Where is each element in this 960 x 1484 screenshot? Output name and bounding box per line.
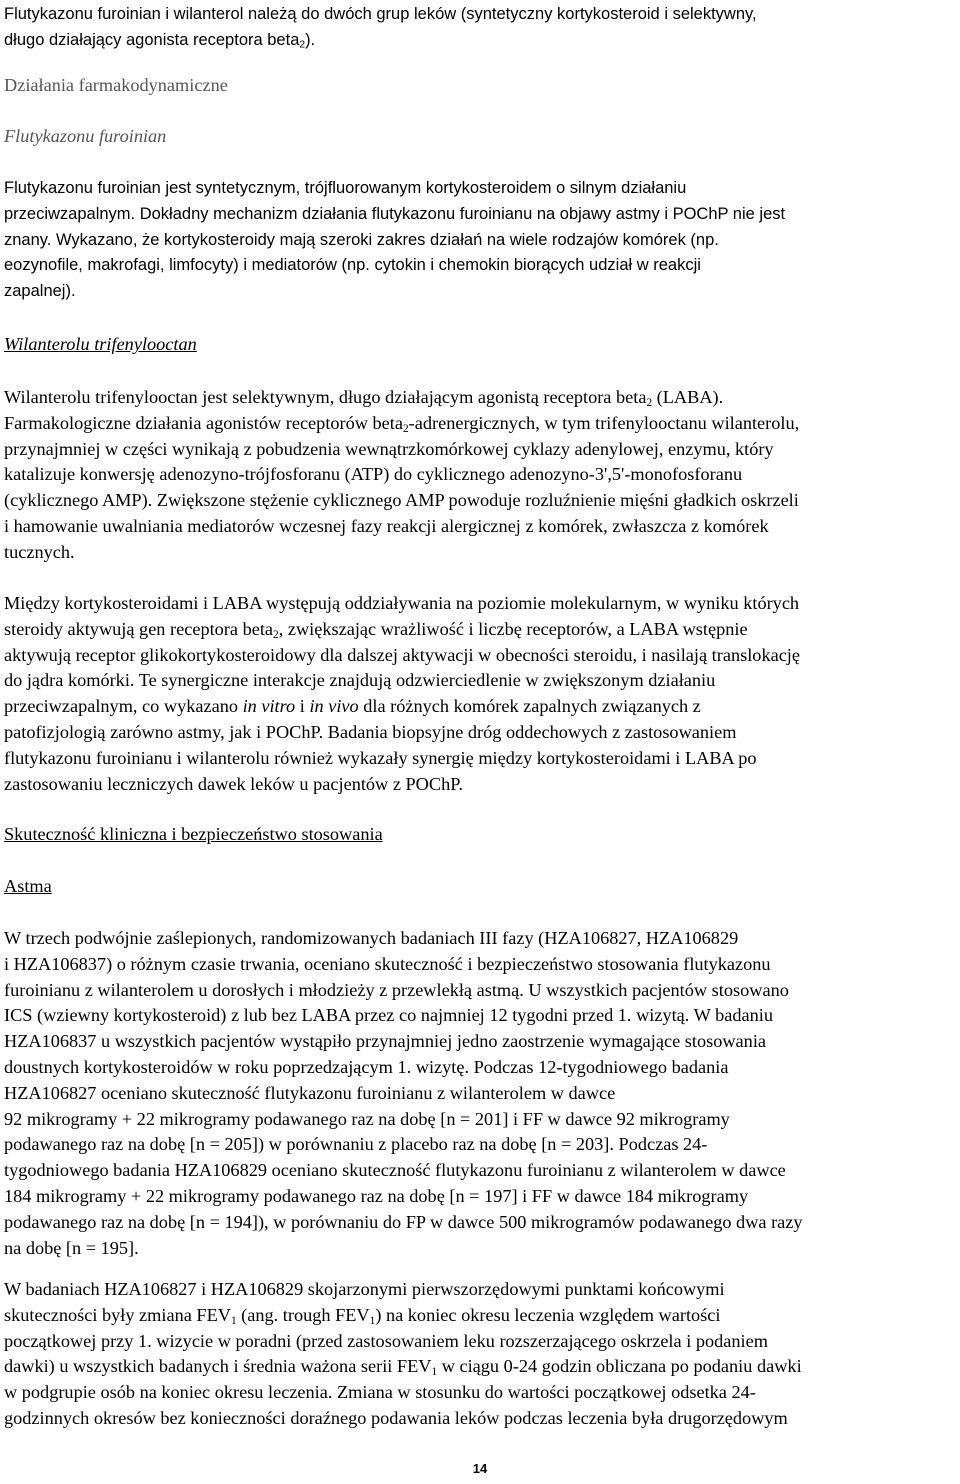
pd-heading: Działania farmakodynamiczne [4, 75, 228, 95]
efficacy-heading: Skuteczność kliniczna i bezpieczeństwo stosowania [4, 824, 383, 844]
page-number: 14 [472, 1461, 488, 1476]
vi-paragraph: Wilanterolu trifenylooctan jest selektywnym, długo działającym agonistą receptora beta$_2$ (LABA). Farmakologiczne działania agonistów receptorów beta$_2$-adrenergicznych, w tym trifenylooctanu wilanterolu, przynajmniej w części wynikają z pobudzenia wewnątrzkomórkowej cyklazy adenylowej, enzymu, który katalizuje konwersję adenozyno-trójfosforanu (ATP) do cyklicznego adenozyno-3',5'-monofosforanu (cyklicznego AMP). Zwiększone stężenie cyklicznego AMP powoduje rozluźnienie mięśni gładkich oskrzeli i hamowanie uwalniania mediatorów wczesnej fazy reakcji alergicznej z komórek, zwłaszcza z komórek tucznych. [4, 387, 800, 562]
ff-paragraph: Flutykazonu furoinian jest syntetycznym, trójfluorowanym kortykosteroidem o silnym działaniu przeciwzapalnym. Dokładny mechanizm działania flutykazonu furoinianu na objawy astmy i POChP nie jest znany. Wykazano, że kortykosteroidy mają szeroki zakres działań na wiele rodzajów komórek (np. eozynofile, makrofagi, limfocyty) i mediatorów (np. cytokin i chemokin biorących udział w reakcji zapalnej). [4, 179, 786, 301]
asthma-heading: Astma [4, 876, 52, 896]
ff-heading: Flutykazonu furoinian [4, 126, 167, 146]
endpoints-paragraph: W badaniach HZA106827 i HZA106829 skojarzonymi pierwszorzędowymi punktami końcowymi skuteczności były zmiana $FEV_1$ (ang. trough $FEV_1$) na koniec okresu leczenia względem wartości początkowej przy 1. wizycie w poradni (przed zastosowaniem leku rozszerzającego oskrzela i podaniem dawki) u wszystkich badanych i średnia ważona serii $FEV_1$ w ciągu 0-24 godzin obliczana po podaniu dawki w podgrupie osób na koniec okresu leczenia. Zmiana w stosunku do wartości początkowej odsetka 24- godzinnych okresów bez konieczności doraźnego podawania leków podczas leczenia była drugorzędowym [4, 1279, 802, 1428]
intro-line-1: Flutykazonu furoinian i wilanterol należą do dwóch grup leków (syntetyczny kortykosteroid i selektywny, [4, 5, 757, 23]
intro-paragraph [4, 2, 960, 54]
interaction-paragraph: Między kortykosteroidami i LABA występują oddziaływania na poziomie molekularnym, w wyniku których steroidy aktywują gen receptora beta$_2$, zwiększając wrażliwość i liczbę receptorów, a LABA wstępnie aktywują receptor glikokortykosteroidowy dla dalszej aktywacji w obecności steroidu, i nasilają translokację do jądra komórki. Te synergiczne interakcje znajdują odzwierciedlenie w zwiększonym działaniu przeciwzapalnym, co wykazano in vitro i in vivo dla różnych komórek zapalnych związanych z patofizjologią zarówno astmy, jak i POChP. Badania biopsyjne dróg oddechowych z zastosowaniem flutykazonu furoinianu i wilanterolu również wykazały synergię między kortykosteroidami i LABA po zastosowaniu leczniczych dawek leków u pacjentów z POChP. [4, 593, 801, 794]
vi-heading: Wilanterolu trifenylooctan [4, 334, 197, 354]
intro-line-2: długo działający agonista receptora beta$_2$). [4, 30, 316, 51]
asthma-paragraph: W trzech podwójnie zaślepionych, randomizowanych badaniach III fazy (HZA106827, HZA106829 i HZA106837) o różnym czasie trwania, oceniano skuteczność i bezpieczeństwo stosowania flutykazonu furoinianu z wilanterolem u dorosłych i młodzieży z przewlekłą astmą. U wszystkich pacjentów stosowano ICS (wziewny kortykosteroid) z lub bez LABA przez co najmniej 12 tygodni przed 1. wizytą. W badaniu HZA106837 u wszystkich pacjentów wystąpiło przynajmniej jedno zaostrzenie wymagające stosowania doustnych kortykosteroidów w roku poprzedzającym 1. wizytę. Podczas 12-tygodniowego badania HZA106827 oceniano skuteczność flutykazonu furoinianu z wilanterolem w dawce 92 mikrogramy + 22 mikrogramy podawanego raz na dobę [n = 201] i FF w dawce 92 mikrogramy podawanego raz na dobę [n = 205]) w porównaniu z placebo raz na dobę [n = 203]. Podczas 24- tygodniowego badania HZA106829 oceniano skuteczność flutykazonu furoinianu z wilanterolem w dawce 184 mikrogramy + 22 mikrogramy podawanego raz na dobę [n = 197] i FF w dawce 184 mikrogramy podawanego raz na dobę [n = 194]), w porównaniu do FP w dawce 500 mikrogramów podawanego dwa razy na dobę [n = 195]. [4, 928, 803, 1258]
